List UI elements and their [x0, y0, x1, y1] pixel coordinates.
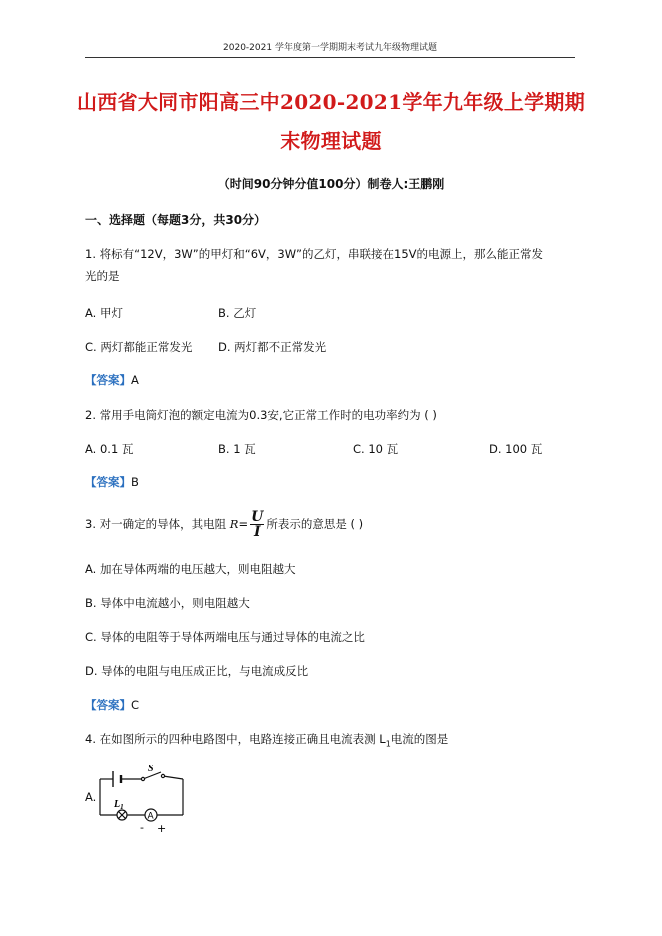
question-1-option-a: A. 甲灯: [85, 306, 123, 320]
question-2-answer: [85, 474, 139, 490]
battery-icon: [113, 771, 121, 787]
question-1-stem-line-1: 1. 将标有“12V，3W”的甲灯和“6V，3W”的乙灯，串联接在15V的电源上，那么能正常发: [85, 247, 544, 261]
question-1-stem-line-2: 光的是: [85, 269, 120, 283]
question-2-stem: 2. 常用手电筒灯泡的额定电流为0.3安,它正常工作时的电功率约为 ( ): [85, 408, 437, 422]
question-1-option-b: B. 乙灯: [218, 306, 257, 320]
title-line-1: 山西省大同市阳高三中2020-2021学年九年级上学期期: [76, 90, 586, 114]
ammeter-plus: +: [157, 822, 167, 835]
page-header: 2020-2021 学年度第一学期期末考试九年级物理试题: [85, 40, 575, 58]
question-3-option-b: B. 导体中电流越小，则电阻越大: [85, 596, 250, 610]
question-2-option-b: B. 1 瓦: [218, 442, 256, 456]
answer-tag: 【答案】: [85, 475, 131, 489]
question-3-option-c: C. 导体的电阻等于导体两端电压与通过导体的电流之比: [85, 630, 365, 644]
question-3-answer: [85, 697, 139, 713]
ohm-law-fraction: [250, 510, 264, 539]
question-1-option-d: D. 两灯都不正常发光: [218, 340, 327, 354]
switch-label: S: [148, 765, 154, 774]
question-1-option-c: C. 两灯都能正常发光: [85, 340, 193, 354]
question-4-stem: [85, 728, 448, 755]
question-1-stem: [85, 243, 543, 287]
question-3-option-d: D. 导体的电阻与电压成正比，与电流成反比: [85, 664, 309, 678]
question-2-option-c: C. 10 瓦: [353, 442, 399, 456]
question-3-stem-prefix: 3. 对一确定的导体，其电阻: [85, 517, 227, 531]
resistance-symbol: R: [229, 517, 239, 531]
lamp-icon: [117, 810, 127, 820]
section-title: 一、选择题（每题3分，共30分）: [85, 213, 267, 227]
lamp-label: $L_1$: [114, 799, 124, 811]
ammeter-label: A: [147, 811, 154, 822]
question-3-stem-suffix: 所表示的意思是 ( ): [266, 517, 364, 531]
question-2-option-a: A. 0.1 瓦: [85, 442, 134, 456]
ammeter-minus: -: [140, 821, 144, 834]
question-4-stem-subscript: 1: [385, 739, 391, 749]
title-line-2: 末物理试题: [280, 129, 382, 153]
question-4-stem-prefix: 4. 在如图所示的四种电路图中，电路连接正确且电流表测 L: [85, 732, 386, 746]
answer-value: C: [131, 698, 140, 712]
question-4-option-a: A.: [85, 790, 97, 804]
fraction-numerator: U: [251, 509, 264, 525]
question-2-option-d: D. 100 瓦: [489, 442, 543, 456]
circuit-diagram-a: [95, 765, 205, 835]
exam-meta: （时间90分钟分值100分）制卷人:王鹏刚: [217, 177, 445, 191]
question-1-answer: [85, 372, 139, 388]
equals-sign: =: [238, 517, 249, 531]
fraction-denominator: I: [253, 524, 261, 540]
answer-tag: 【答案】: [85, 698, 131, 712]
question-3-stem: [85, 507, 363, 541]
answer-tag: 【答案】: [85, 373, 131, 387]
question-3-option-a: A. 加在导体两端的电压越大，则电阻越大: [85, 562, 296, 576]
answer-value: A: [131, 373, 139, 387]
question-4-stem-suffix: 电流的图是: [390, 732, 449, 746]
answer-value: B: [131, 475, 139, 489]
